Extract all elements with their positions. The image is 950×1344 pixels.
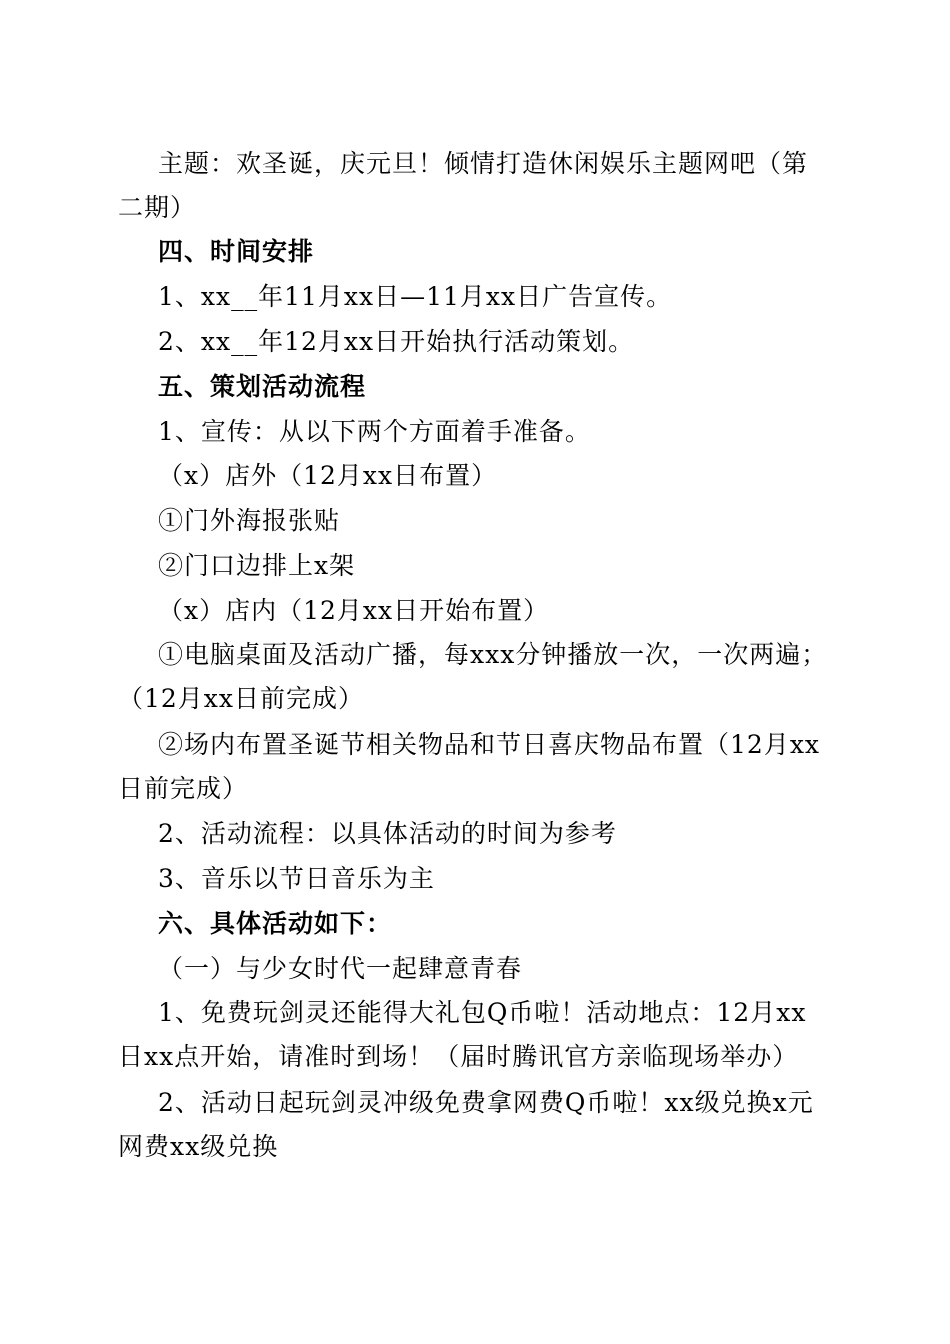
activity-item-1: 1、免费玩剑灵还能得大礼包Q币啦！活动地点：12月xx日xx点开始，请准时到场！（届时腾讯官方亲临现场举办） (118, 998, 807, 1071)
outdoor-item-2: ②门口边排上x架 (158, 551, 356, 580)
process-item-2: 2、活动流程：以具体活动的时间为参考 (158, 819, 617, 848)
theme-paragraph: 主题：欢圣诞，庆元旦！倾情打造休闲娱乐主题网吧（第二期） (118, 149, 809, 222)
schedule-item-1: 1、xx__年11月xx日—11月xx日广告宣传。 (158, 282, 673, 311)
activity-subheading: （一）与少女时代一起肆意青春 (158, 954, 523, 983)
indoor-item-1: ①电脑桌面及活动广播，每xxx分钟播放一次，一次两遍；（12月xx日前完成） (118, 640, 828, 713)
section-heading-activities: 六、具体活动如下： (158, 909, 393, 938)
indoor-subheading: （x）店内（12月xx日开始布置） (158, 596, 550, 625)
activity-item-2: 2、活动日起玩剑灵冲级免费拿网费Q币啦！xx级兑换x元网费xx级兑换 (118, 1088, 814, 1161)
outdoor-item-1: ①门外海报张贴 (158, 506, 341, 535)
indoor-item-2: ②场内布置圣诞节相关物品和节日喜庆物品布置（12月xx日前完成） (118, 730, 821, 803)
section-heading-process: 五、策划活动流程 (158, 372, 367, 401)
section-heading-schedule: 四、时间安排 (158, 237, 315, 266)
schedule-item-2: 2、xx__年12月xx日开始执行活动策划。 (158, 327, 635, 356)
outdoor-subheading: （x）店外（12月xx日布置） (158, 461, 498, 490)
process-item-1: 1、宣传：从以下两个方面着手准备。 (158, 417, 591, 446)
process-item-3: 3、音乐以节日音乐为主 (158, 864, 435, 893)
